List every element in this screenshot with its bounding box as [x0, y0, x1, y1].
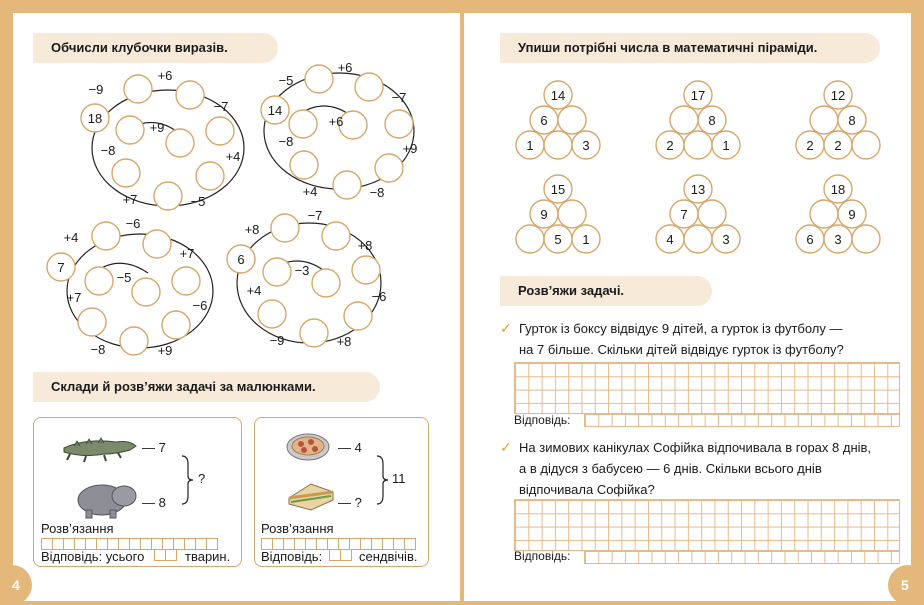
chain3-op: +4 — [63, 230, 79, 245]
heading-make-tasks: Склади й розв’яжи задачі за малюнками. — [33, 372, 380, 402]
pyramid-value: 1 — [722, 138, 730, 153]
chain1-op: −8 — [100, 143, 116, 158]
hippo-count: — 8 — [142, 495, 166, 510]
chain1-op: +7 — [122, 192, 138, 207]
task2-text: На зимових канікулах Софійка відпочивала в горах 8 днів, а в дідуся з бабусею — 6 днів. Скільки всього днів відпочивала Софійка? — [519, 440, 872, 497]
chain3-op: −6 — [192, 298, 208, 313]
answer-boxes[interactable] — [330, 549, 352, 561]
pyramid-value: 8 — [708, 113, 716, 128]
chain4-start: 6 — [237, 252, 245, 267]
chain2-op: −8 — [369, 185, 385, 200]
pyramid — [656, 175, 740, 253]
page-number-right: 5 — [888, 565, 924, 605]
pyramid — [796, 81, 880, 159]
chain2-op: +9 — [402, 141, 418, 156]
answer-label: Відповідь: усього — [41, 549, 145, 564]
chain3-start: 7 — [57, 260, 65, 275]
total-unknown: ? — [198, 471, 206, 486]
chain3-op: +9 — [157, 343, 173, 358]
chain2-start: 14 — [267, 103, 283, 118]
chain4-op: −9 — [269, 333, 285, 348]
solution-label: Розв’язання — [41, 521, 114, 536]
heading-evaluate-chains: Обчисли клубочки виразів. — [33, 33, 278, 63]
task1-answer-label: Відповідь: — [514, 413, 571, 427]
pyramid-value: 5 — [554, 232, 562, 247]
chain1-op: +6 — [157, 68, 173, 83]
pyramid-value: 7 — [680, 207, 688, 222]
answer-suffix: сендвічів. — [359, 549, 418, 564]
pyramid — [656, 81, 740, 159]
pyramid-value: 14 — [550, 88, 566, 103]
pyramid-value: 9 — [848, 207, 856, 222]
answer-suffix: тварин. — [185, 549, 231, 564]
pyramid — [516, 81, 600, 159]
heading-solve-tasks: Розв’яжи задачі. — [500, 276, 712, 306]
pyramid-cell[interactable] — [516, 225, 544, 253]
pizza-icon — [287, 434, 329, 460]
chain3-op: −8 — [90, 342, 106, 357]
checkmark-icon: ✓ — [500, 320, 512, 336]
pyramid-value: 15 — [550, 182, 566, 197]
chain1-op: +4 — [225, 149, 241, 164]
chain1-inner-op: +9 — [149, 120, 165, 135]
pyramid-value: 3 — [722, 232, 730, 247]
pyramid-value: 6 — [540, 113, 548, 128]
task1-solution-grid[interactable] — [514, 362, 900, 414]
chain4-op: −7 — [307, 208, 323, 223]
chain3-op: −6 — [125, 216, 141, 231]
chain2-op: −7 — [391, 90, 407, 105]
pyramid-value: 13 — [690, 182, 706, 197]
crocodile-icon — [64, 438, 136, 462]
pyramid-value: 2 — [666, 138, 674, 153]
sandwich-count: — ? — [338, 495, 362, 510]
task-card-sandwiches — [254, 417, 429, 567]
pyramid-value: 4 — [666, 232, 674, 247]
chain2-op: −5 — [278, 73, 294, 88]
pyramid-value: 2 — [834, 138, 842, 153]
chain2-op: +4 — [302, 184, 318, 199]
pyramid-value: 1 — [582, 232, 590, 247]
chain3-inner-op: −5 — [116, 270, 132, 285]
right-page — [464, 13, 911, 601]
pyramid-cell[interactable] — [852, 131, 880, 159]
pyramid-cell[interactable] — [684, 131, 712, 159]
pyramid-cell[interactable] — [852, 225, 880, 253]
chain4-op: +8 — [336, 334, 352, 349]
chain1-op: −5 — [190, 194, 206, 209]
pyramid-cell[interactable] — [810, 106, 838, 134]
pyramid-value: 12 — [830, 88, 846, 103]
pyramid-value: 9 — [540, 207, 548, 222]
pyramid-cell[interactable] — [684, 225, 712, 253]
pyramid-value: 8 — [848, 113, 856, 128]
answer-label: Відповідь: — [261, 549, 323, 564]
pyramid-value: 2 — [806, 138, 814, 153]
pyramid-value: 3 — [582, 138, 590, 153]
checkmark-icon: ✓ — [500, 439, 512, 455]
pyramid-cell[interactable] — [544, 131, 572, 159]
total-value: 11 — [392, 471, 406, 486]
pyramid-value: 17 — [690, 88, 706, 103]
heading-pyramids: Упиши потрібні числа в математичні піраміди. — [500, 33, 880, 63]
chain3-op: +7 — [66, 290, 82, 305]
pyramid-cell[interactable] — [558, 200, 586, 228]
answer-boxes[interactable] — [155, 549, 177, 561]
chain1-start: 18 — [87, 111, 103, 126]
chain4-inner-op: −3 — [294, 263, 310, 278]
left-page — [13, 13, 460, 601]
chain4-op: +8 — [357, 238, 373, 253]
chain1-op: −7 — [213, 99, 229, 114]
math-pyramids — [464, 13, 911, 273]
task2-solution-grid[interactable] — [514, 499, 900, 551]
pyramid-cell[interactable] — [670, 106, 698, 134]
task-card-animals — [33, 417, 242, 567]
chain2-inner-op: +6 — [328, 114, 344, 129]
pyramid-cell[interactable] — [810, 200, 838, 228]
pyramid-cell[interactable] — [558, 106, 586, 134]
pyramid-value: 18 — [830, 182, 846, 197]
pyramid — [516, 175, 600, 253]
page-number-left: 4 — [0, 565, 32, 605]
pizza-count: — 4 — [338, 440, 362, 455]
chain4-op: +4 — [246, 283, 262, 298]
chain4-op: −6 — [371, 289, 387, 304]
task1-answer-field[interactable] — [584, 413, 900, 427]
task1-text: Гурток із боксу відвідує 9 дітей, а гурток із футболу — на 7 більше. Скільки дітей відвідує гурток із футболу? — [519, 321, 844, 357]
sandwich-icon — [289, 484, 333, 510]
task2-answer-field[interactable] — [584, 550, 900, 564]
task2-answer-label: Відповідь: — [514, 549, 571, 563]
chain2-op: +6 — [337, 60, 353, 75]
chain1-op: −9 — [88, 82, 104, 97]
hippo-icon — [78, 485, 136, 518]
chain4-op: +8 — [244, 222, 260, 237]
pyramid-cell[interactable] — [698, 200, 726, 228]
pyramid — [796, 175, 880, 253]
chain3-op: +7 — [179, 246, 195, 261]
solution-label: Розв’язання — [261, 521, 334, 536]
pyramid-value: 1 — [526, 138, 534, 153]
chain2-op: −8 — [278, 134, 294, 149]
pyramid-value: 6 — [806, 232, 814, 247]
crocodile-count: — 7 — [142, 440, 166, 455]
pyramid-value: 3 — [834, 232, 842, 247]
